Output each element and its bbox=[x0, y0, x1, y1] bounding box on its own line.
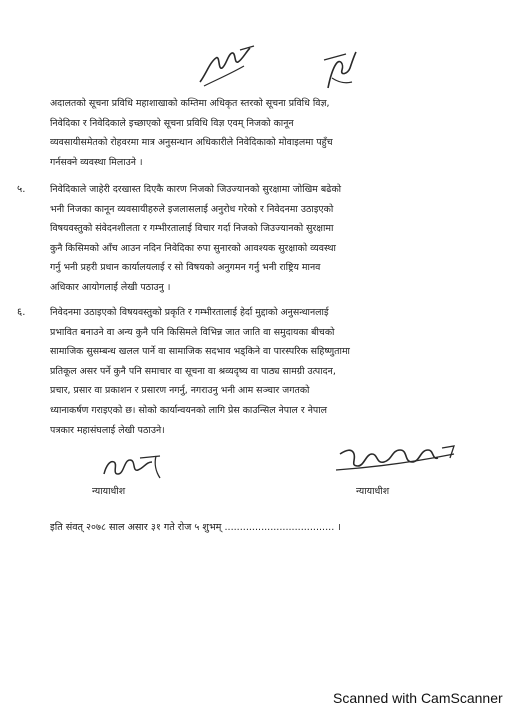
judge-signature-right bbox=[334, 440, 464, 480]
date-line: इति संवत् २०७८ साल असार ३१ गते रोज ५ शुभम् .................................... । bbox=[50, 522, 341, 533]
text-line: कुनै किसिमको आँच आउन नदिन निवेदिका रुपा सुनारको आवश्यक सुरक्षाको व्यवस्था bbox=[50, 242, 336, 254]
text-line: सामाजिक सुसम्बन्ध खलल पार्ने वा सामाजिक सदभाव भड्किने वा पारस्परिक सहिष्णुतामा bbox=[50, 346, 350, 358]
text-line: पत्रकार महासंघलाई लेखी पठाउने। bbox=[50, 424, 165, 436]
paragraph-number-6: ६. bbox=[17, 307, 26, 318]
text-line: गर्नसक्ने व्यवस्था मिलाउने । bbox=[50, 156, 143, 168]
text-line: अधिकार आयोगलाई लेखी पठाउनु । bbox=[50, 281, 171, 293]
paragraph-number-5: ५. bbox=[17, 184, 26, 195]
judge-title-left: न्यायाधीश bbox=[92, 486, 126, 497]
judge-title-right: न्यायाधीश bbox=[356, 486, 390, 497]
text-line: निवेदिकाले जाहेरी दरखास्त दिएकै कारण निजको जिउज्यानको सुरक्षामा जोखिम बढेको bbox=[50, 184, 342, 195]
paragraph-6 bbox=[50, 303, 350, 440]
text-line: अदालतको सूचना प्रविधि महाशाखाको कम्तिमा अधिकृत स्तरको सूचना प्रविधि विज्ञ, bbox=[50, 98, 330, 109]
paragraph-5 bbox=[50, 180, 341, 298]
text-line: ध्यानाकर्षण गराइएको छ। सोको कार्यान्वयनको लागि प्रेस काउन्सिल नेपाल र नेपाल bbox=[50, 404, 328, 416]
text-line: निवेदनमा उठाइएको विषयवस्तुको प्रकृति र गम्भीरतालाई हेर्दा मुद्दाको अनुसन्धानलाई bbox=[50, 307, 329, 318]
text-line: प्रचार, प्रसार वा प्रकाशन र प्रसारण नगर्नु, नगराउनु भनी आम सञ्चार जगतको bbox=[50, 385, 310, 397]
scanner-watermark: Scanned with CamScanner bbox=[333, 690, 503, 706]
text-line: भनी निजका कानून व्यवसायीहरुले इजलासलाई अनुरोध गरेको र निवेदनमा उठाइएको bbox=[50, 203, 334, 215]
text-line: प्रतिकूल असर पर्ने कुनै पनि समाचार वा सूचना वा श्रव्यदृष्य वा पाठ्य सामग्री उत्पादन, bbox=[50, 365, 336, 377]
top-signature-right bbox=[322, 48, 362, 94]
judge-signature-left bbox=[100, 452, 170, 482]
text-line: व्यवसायीसमेतको रोहवरमा मात्र अनुसन्धान अधिकारीले निवेदिकाको मोवाइलमा पहुँच bbox=[50, 137, 333, 149]
text-line: निवेदिका र निवेदिकाले इच्छाएको सूचना प्रविधि विज्ञ एवम् निजको कानून bbox=[50, 117, 294, 129]
continuation-paragraph bbox=[50, 94, 333, 172]
text-line: प्रभावित बनाउने वा अन्य कुनै पनि किसिमले विभिन्न जात जाति वा समुदायका बीचको bbox=[50, 326, 335, 338]
top-signature-left bbox=[196, 44, 258, 90]
text-line: गर्नु भनी प्रहरी प्रधान कार्यालयलाई र सो विषयको अनुगमन गर्नु भनी राष्ट्रिय मानव bbox=[50, 262, 321, 274]
text-line: विषयवस्तुको संवेदनशीलता र गम्भीरतालाई विचार गर्दा निजको जिउज्यानको सुरक्षामा bbox=[50, 223, 334, 235]
